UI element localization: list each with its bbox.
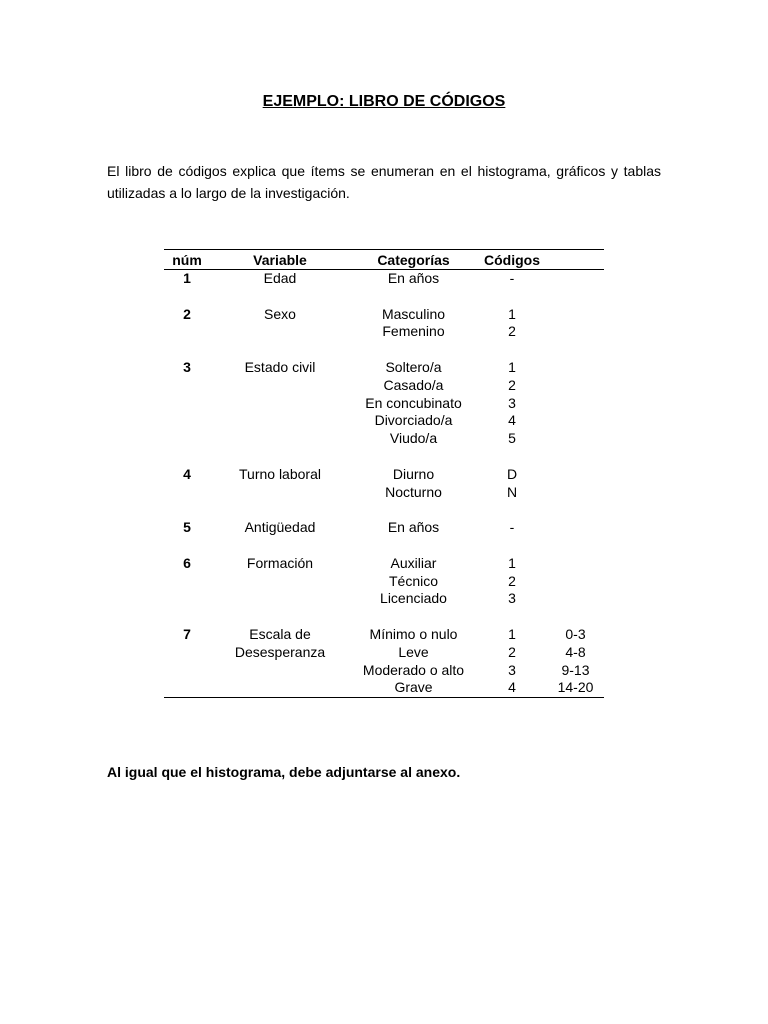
row-categorias-line: Leve <box>398 643 429 660</box>
row-categorias-line: Técnico <box>388 572 439 589</box>
row-codigos <box>477 626 547 698</box>
row-codigos-line: - <box>509 519 515 536</box>
row-codigos-line: - <box>509 270 515 286</box>
row-codigos-line: 4 <box>508 679 516 696</box>
row-categorias-line: Diurno <box>392 465 435 482</box>
row-categorias <box>350 466 477 519</box>
row-rangos <box>547 555 604 626</box>
row-variable <box>210 466 350 519</box>
row-categorias <box>350 270 477 306</box>
row-categorias-line: Grave <box>394 679 433 696</box>
row-variable-line: Escala de <box>249 625 311 642</box>
row-rangos-line: 14-20 <box>557 679 594 696</box>
row-codigos <box>477 359 547 466</box>
row-rangos-line: 0-3 <box>565 625 586 642</box>
row-rangos <box>547 626 604 698</box>
row-variable-line: Desesperanza <box>234 643 326 660</box>
row-codigos <box>477 519 547 555</box>
header-rango <box>547 250 604 270</box>
row-variable-line: Edad <box>263 270 297 286</box>
table-row <box>164 466 604 519</box>
row-categorias <box>350 626 477 698</box>
row-codigos <box>477 466 547 519</box>
row-codigos-line: 3 <box>508 590 516 607</box>
row-codigos-line: 1 <box>508 554 516 571</box>
table-row <box>164 306 604 359</box>
row-categorias-line: Femenino <box>382 323 445 340</box>
row-categorias-line: Auxiliar <box>390 554 437 571</box>
row-categorias-line: En años <box>387 519 440 536</box>
row-rangos <box>547 270 604 306</box>
row-variable <box>210 359 350 466</box>
row-codigos-line: 1 <box>508 305 516 322</box>
row-categorias <box>350 555 477 626</box>
row-num: 2 <box>183 305 191 322</box>
row-variable <box>210 626 350 698</box>
intro-paragraph: El libro de códigos explica que ítems se enumeran en el histograma, gráficos y tablas utilizadas a lo largo de la investigación. <box>107 163 661 201</box>
row-num: 6 <box>183 554 191 571</box>
row-categorias <box>350 519 477 555</box>
document-title: EJEMPLO: LIBRO DE CÓDIGOS <box>262 93 506 110</box>
footer-note: Al igual que el histograma, debe adjuntarse al anexo. <box>107 764 461 780</box>
row-categorias-line: Licenciado <box>380 590 447 607</box>
header-num: núm <box>164 250 210 270</box>
row-rangos <box>547 519 604 555</box>
row-categorias-line: Casado/a <box>383 376 444 393</box>
row-codigos-line: 2 <box>508 376 516 393</box>
row-codigos-line: 1 <box>508 625 516 642</box>
table-row <box>164 270 604 306</box>
row-categorias-line: Soltero/a <box>385 358 442 375</box>
row-num: 4 <box>183 465 191 482</box>
row-variable <box>210 306 350 359</box>
row-codigos-line: N <box>506 483 518 500</box>
table-row <box>164 359 604 466</box>
row-codigos-line: 3 <box>508 661 516 678</box>
row-variable <box>210 555 350 626</box>
row-categorias-line: En concubinato <box>365 394 462 411</box>
table-row <box>164 519 604 555</box>
row-codigos-line: 5 <box>508 430 516 447</box>
row-codigos-line: 2 <box>508 572 516 589</box>
row-categorias <box>350 306 477 359</box>
row-codigos-line: 1 <box>508 358 516 375</box>
row-num: 7 <box>164 626 210 698</box>
row-categorias-line: Masculino <box>381 305 446 322</box>
row-rangos <box>547 359 604 466</box>
table-body <box>164 270 604 698</box>
row-categorias <box>350 359 477 466</box>
row-codigos-line: 2 <box>508 323 516 340</box>
row-categorias-line: Mínimo o nulo <box>369 625 458 642</box>
row-variable-line: Formación <box>246 554 314 571</box>
row-rangos <box>547 466 604 519</box>
row-codigos-line: 2 <box>508 643 516 660</box>
table-row <box>164 555 604 626</box>
row-variable-line: Turno laboral <box>239 465 321 482</box>
row-variable <box>210 519 350 555</box>
row-codigos <box>477 270 547 306</box>
row-num: 3 <box>183 358 191 375</box>
row-codigos-line: D <box>506 465 518 482</box>
row-categorias-line: Nocturno <box>385 483 442 500</box>
row-variable <box>210 270 350 306</box>
row-variable-line: Sexo <box>264 305 296 322</box>
row-categorias-line: Moderado o alto <box>362 661 465 678</box>
row-categorias-line: Divorciado/a <box>374 412 453 429</box>
row-rangos-line: 9-13 <box>561 661 590 678</box>
row-num: 5 <box>183 519 191 536</box>
row-codigos-line: 3 <box>508 394 516 411</box>
row-num: 1 <box>183 270 191 286</box>
table-header-row <box>164 250 604 270</box>
row-categorias-line: En años <box>387 270 440 286</box>
codebook-table <box>164 249 604 698</box>
row-rangos <box>547 306 604 359</box>
row-categorias-line: Viudo/a <box>389 430 438 447</box>
row-rangos-line: 4-8 <box>565 643 586 660</box>
row-codigos-line: 4 <box>508 412 516 429</box>
header-categorias: Categorías <box>350 250 477 270</box>
table-row <box>164 626 604 698</box>
row-codigos <box>477 306 547 359</box>
row-variable-line: Antigüedad <box>244 519 316 536</box>
header-codigos: Códigos <box>477 250 547 270</box>
row-variable-line: Estado civil <box>244 358 316 375</box>
row-codigos <box>477 555 547 626</box>
header-variable: Variable <box>210 250 350 270</box>
